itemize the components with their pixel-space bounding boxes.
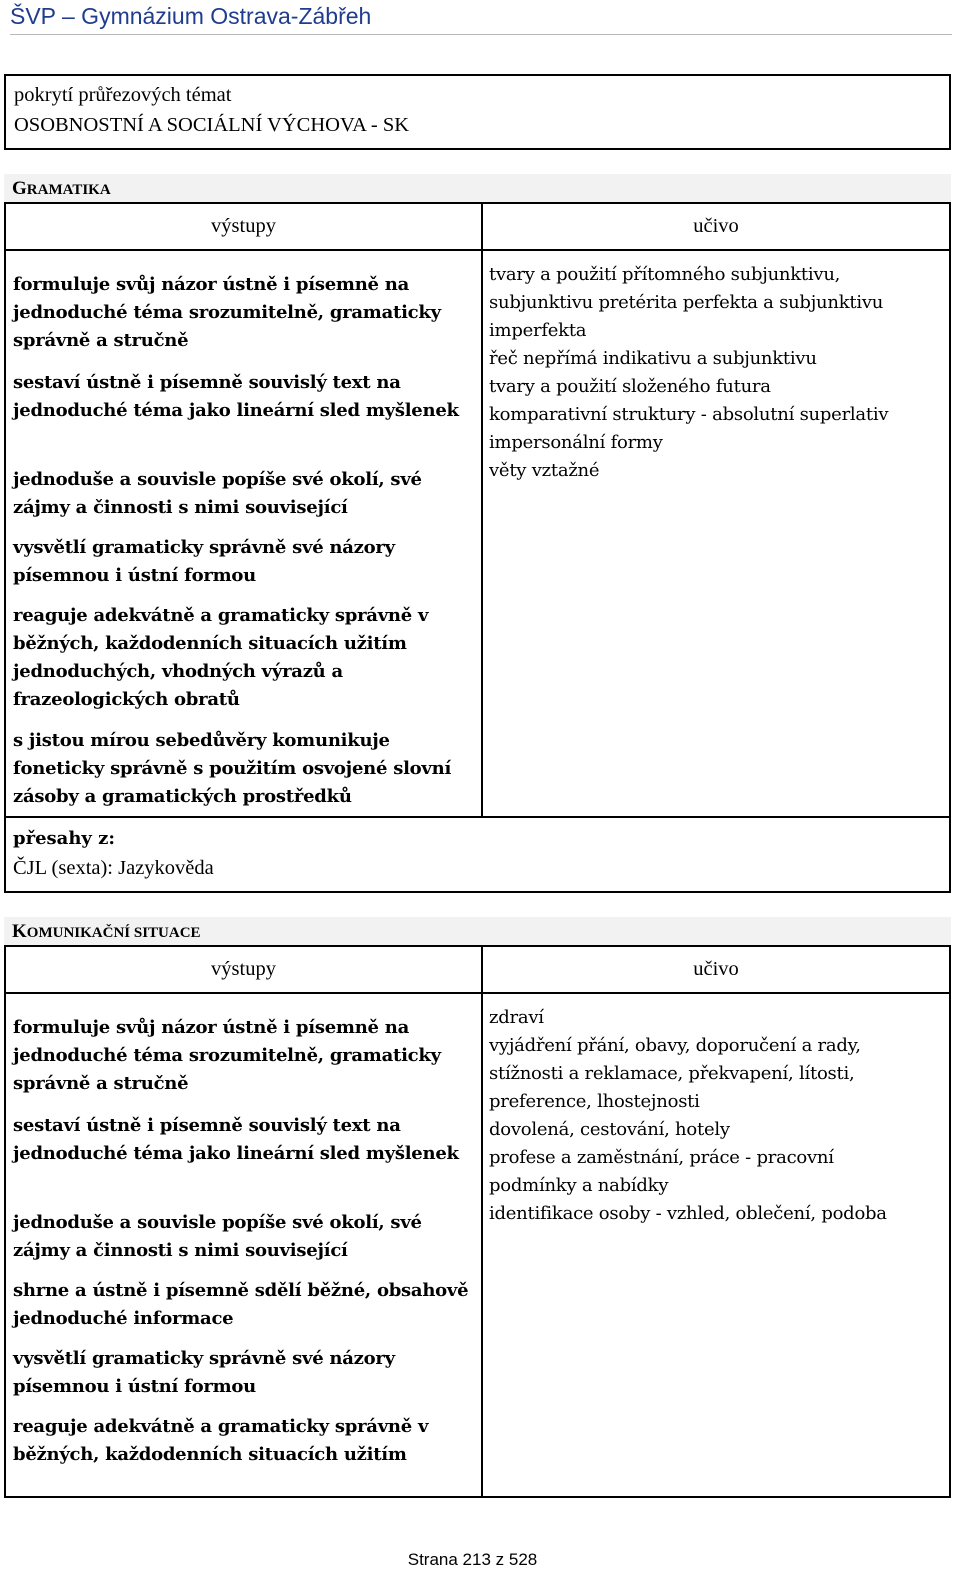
header-divider [6, 992, 949, 994]
ucivo-list [489, 261, 951, 485]
ucivo-item: komparativní struktury - absolutní superlativ [489, 404, 889, 425]
outcome-item: shrne a ústně i písemně sdělí běžné, obsahově jednoduché informace [13, 1280, 469, 1329]
presahy-divider [6, 816, 949, 818]
outcome-item: reaguje adekvátně a gramaticky správně v běžných, každodenních situacích užitím jednoduchých, vhodných výrazů a frazeologických obratů [13, 605, 429, 710]
page-number: Strana 213 z 528 [407, 1550, 538, 1569]
section-title-rest: OMUNIKAČNÍ SITUACE [26, 925, 201, 941]
ucivo-item: tvary a použití přítomného subjunktivu, [489, 264, 841, 285]
section-title-rest: RAMATIKA [26, 182, 111, 198]
table-gramatika [4, 202, 951, 893]
outcome-item: sestaví ústně i písemně souvislý text na jednoduché téma jako lineární sled myšlenek [13, 372, 459, 421]
outcome-item: reaguje adekvátně a gramaticky správně v běžných, každodenních situacích užitím [13, 1416, 429, 1465]
ucivo-item: imperfekta [489, 320, 587, 341]
document-title: ŠVP – Gymnázium Ostrava-Zábřeh [10, 3, 372, 29]
outcome-item: jednoduše a souvisle popíše své okolí, své zájmy a činnosti s nimi související [13, 1212, 422, 1261]
presahy-value: ČJL (sexta): Jazykověda [13, 857, 214, 879]
ucivo-item: zdraví [489, 1007, 544, 1028]
outcome-item: vysvětlí gramaticky správně své názory písemnou i ústní formou [13, 537, 395, 586]
table-komunikacni-situace [4, 945, 951, 1498]
header-divider [6, 249, 949, 251]
outcome-item: vysvětlí gramaticky správně své názory písemnou i ústní formou [13, 1348, 395, 1397]
column-header-outputs: výstupy [211, 215, 276, 237]
ucivo-item: identifikace osoby - vzhled, oblečení, podoba [489, 1203, 887, 1224]
outcome-item: formuluje svůj názor ústně i písemně na jednoduché téma srozumitelně, gramaticky správně a stručně [13, 1017, 441, 1094]
crosscut-theme: OSOBNOSTNÍ A SOCIÁLNÍ VÝCHOVA - SK [14, 114, 410, 136]
ucivo-item: subjunktivu pretérita perfekta a subjunktivu [489, 292, 884, 313]
column-divider [481, 947, 483, 1496]
crosscut-label: pokrytí průřezových témat [14, 84, 232, 106]
ucivo-item: stížnosti a reklamace, překvapení, lítosti, [489, 1063, 855, 1084]
column-header-outputs: výstupy [211, 958, 276, 980]
presahy-label: přesahy z: [13, 828, 115, 849]
column-header-ucivo: učivo [693, 958, 739, 980]
outcome-item: sestaví ústně i písemně souvislý text na jednoduché téma jako lineární sled myšlenek [13, 1115, 459, 1164]
column-header-ucivo: učivo [693, 215, 739, 237]
ucivo-item: věty vztažné [489, 460, 600, 481]
section-title-komunikacni-situace [4, 917, 951, 945]
ucivo-item: impersonální formy [489, 432, 663, 453]
section-title-gramatika [4, 174, 951, 202]
ucivo-list [489, 1004, 951, 1228]
crosscut-box [4, 74, 951, 150]
outcome-item: jednoduše a souvisle popíše své okolí, své zájmy a činnosti s nimi související [13, 469, 422, 518]
ucivo-item: profese a zaměstnání, práce - pracovní [489, 1147, 834, 1168]
ucivo-item: vyjádření přání, obavy, doporučení a rady, [489, 1035, 861, 1056]
ucivo-item: podmínky a nabídky [489, 1175, 669, 1196]
page-header [10, 0, 952, 35]
outcome-item: s jistou mírou sebedůvěry komunikuje foneticky správně s použitím osvojené slovní zásoby a gramatických prostředků [13, 730, 452, 807]
column-divider [481, 204, 483, 818]
ucivo-item: dovolená, cestování, hotely [489, 1119, 730, 1140]
outcome-item: formuluje svůj názor ústně i písemně na jednoduché téma srozumitelně, gramaticky správně a stručně [13, 274, 441, 351]
ucivo-item: tvary a použití složeného futura [489, 376, 771, 397]
ucivo-item: preference, lhostejnosti [489, 1091, 700, 1112]
ucivo-item: řeč nepřímá indikativu a subjunktivu [489, 348, 817, 369]
section-title-initial: K [12, 921, 27, 942]
section-title-initial: G [12, 178, 27, 199]
